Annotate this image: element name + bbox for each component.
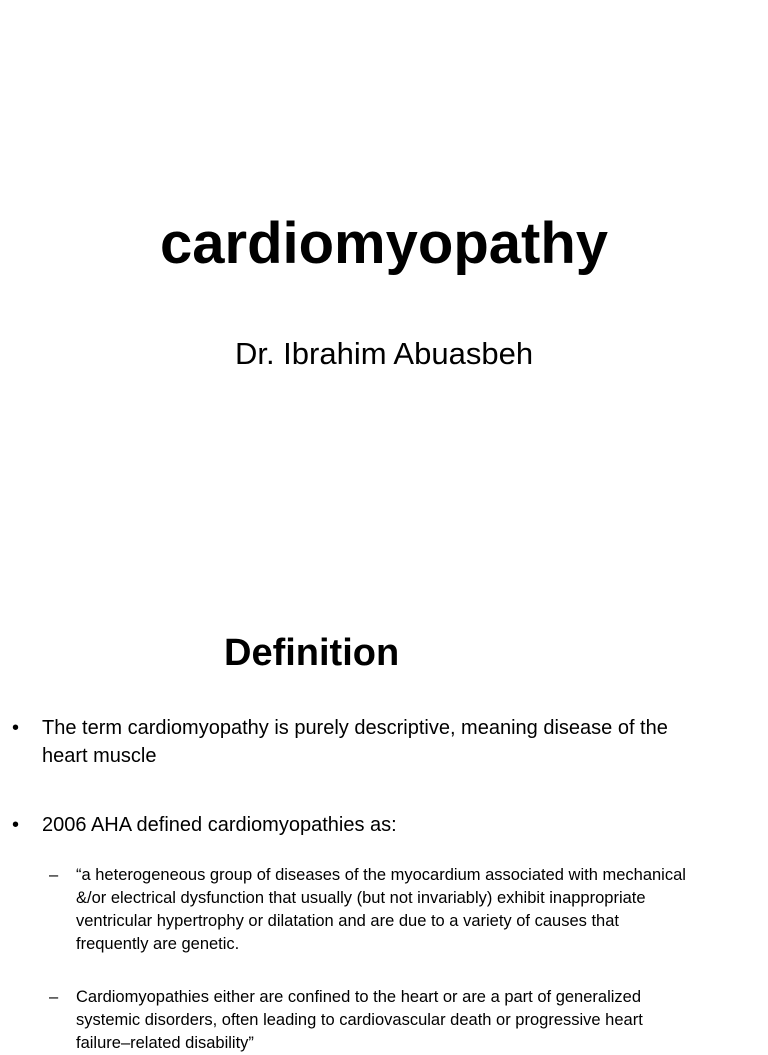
sub-bullet-item xyxy=(0,986,768,1055)
bullet-item xyxy=(0,714,768,770)
bullet-marker: • xyxy=(12,717,20,739)
sub-bullet-text: “a heterogeneous group of diseases of the myocardium associated with mechanical &/or electrical dysfunction that usually (but not invariably) exhibit inappropriate ventricular hypertrophy or dilatation and are due to a variety of causes that frequently are genetic. xyxy=(76,866,686,953)
sub-bullet-marker: – xyxy=(49,988,59,1006)
bullet-marker: • xyxy=(12,814,20,836)
sub-bullet-text: Cardiomyopathies either are confined to the heart or are a part of generalized systemic disorders, often leading to cardiovascular death or progressive heart failure–related disability” xyxy=(76,988,643,1052)
slide-subtitle: Dr. Ibrahim Abuasbeh xyxy=(234,336,534,371)
slide-title: cardiomyopathy xyxy=(160,211,608,276)
sub-bullet-marker: – xyxy=(49,866,59,884)
definition-slide xyxy=(0,576,768,1052)
bullet-item xyxy=(0,811,768,839)
bullet-text: 2006 AHA defined cardiomyopathies as: xyxy=(42,814,397,836)
bullet-text: The term cardiomyopathy is purely descriptive, meaning disease of the heart muscle xyxy=(42,717,668,767)
bullet-list xyxy=(0,714,768,1055)
slide-heading: Definition xyxy=(224,632,400,674)
sub-bullet-item xyxy=(0,864,768,956)
